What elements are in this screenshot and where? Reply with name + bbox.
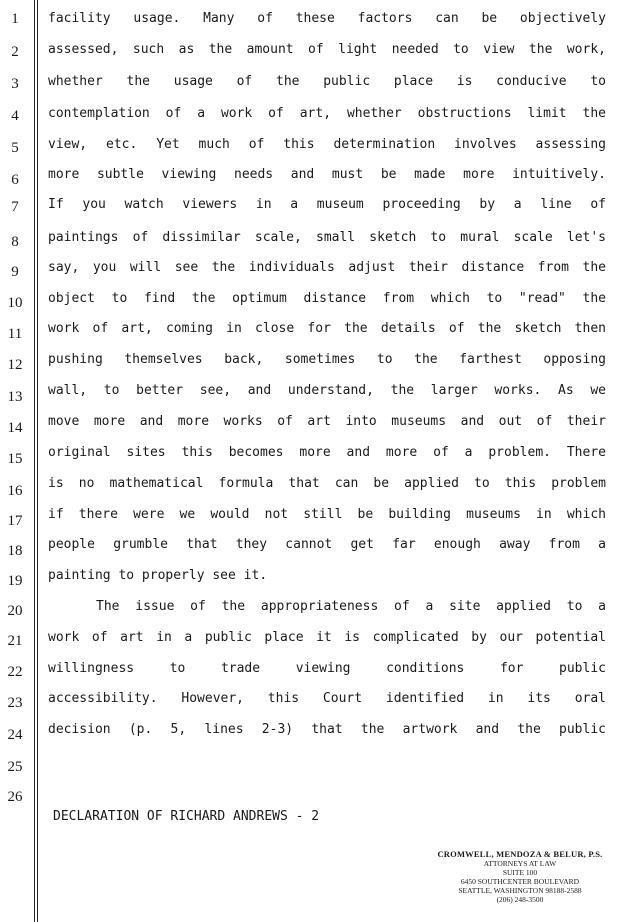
body-text-line: accessibility. However, this Court identified in its oral [48, 691, 606, 706]
line-number: 8 [11, 234, 19, 250]
body-text-line: The issue of the appropriateness of a site applied to a [96, 599, 606, 614]
left-margin-rule-inner [37, 0, 38, 922]
body-text-line: contemplation of a work of art, whether obstructions limit the [48, 106, 606, 121]
left-margin-rule [34, 0, 35, 922]
line-number: 4 [11, 108, 19, 124]
firm-line: (206) 248-3500 [496, 895, 544, 904]
body-text-line: is no mathematical formula that can be applied to this problem [48, 476, 606, 491]
body-text-line: object to find the optimum distance from which to "read" the [48, 291, 606, 306]
line-number: 3 [11, 76, 19, 92]
line-number: 7 [11, 199, 19, 215]
firm-line: ATTORNEYS AT LAW [483, 859, 557, 868]
body-text-line: work of art, coming in close for the details of the sketch then [48, 321, 606, 336]
firm-address-block [420, 850, 620, 904]
line-number: 22 [7, 664, 23, 680]
line-number: 12 [7, 357, 23, 373]
body-text-line: painting to properly see it. [48, 568, 268, 583]
line-number: 20 [7, 603, 23, 619]
line-number: 26 [7, 789, 23, 805]
body-text-line: decision (p. 5, lines 2-3) that the artwork and the public [48, 722, 606, 737]
body-text-line: wall, to better see, and understand, the larger works. As we [48, 383, 606, 398]
line-number: 23 [7, 695, 23, 711]
line-number: 21 [7, 633, 23, 649]
line-number: 15 [7, 451, 23, 467]
line-number: 17 [7, 513, 23, 529]
body-text-line: if there were we would not still be building museums in which [48, 507, 606, 522]
line-number: 11 [7, 326, 23, 342]
body-text-line: move more and more works of art into museums and out of their [48, 414, 606, 429]
footer-document-title: DECLARATION OF RICHARD ANDREWS - 2 [53, 809, 320, 824]
firm-line: SUITE 100 [502, 868, 538, 877]
body-text-line: pushing themselves back, sometimes to the farthest opposing [48, 352, 606, 367]
line-number: 1 [11, 11, 19, 27]
line-number: 16 [7, 483, 23, 499]
body-text-line: facility usage. Many of these factors can be objectively [48, 11, 606, 26]
body-text-line: assessed, such as the amount of light needed to view the work, [48, 42, 606, 57]
firm-line: SEATTLE, WASHINGTON 98188-2588 [458, 886, 582, 895]
firm-name: CROMWELL, MENDOZA & BELUR, P.S. [437, 849, 603, 859]
line-number: 24 [7, 727, 23, 743]
line-number: 10 [7, 295, 23, 311]
body-text-line: original sites this becomes more and more of a problem. There [48, 445, 606, 460]
firm-line: 6450 SOUTHCENTER BOULEVARD [460, 877, 580, 886]
body-text-line: people grumble that they cannot get far enough away from a [48, 537, 606, 552]
line-number: 2 [11, 44, 19, 60]
line-number: 13 [7, 389, 23, 405]
body-text-line: paintings of dissimilar scale, small sketch to mural scale let's [48, 230, 606, 245]
body-text-line: view, etc. Yet much of this determination involves assessing [48, 137, 606, 152]
body-text-line: work of art in a public place it is complicated by our potential [48, 630, 606, 645]
line-number: 6 [11, 172, 19, 188]
line-number: 14 [7, 420, 23, 436]
body-text-line: If you watch viewers in a museum proceeding by a line of [48, 197, 606, 212]
line-number: 5 [11, 140, 19, 156]
body-text-line: whether the usage of the public place is conducive to [48, 74, 606, 89]
line-number: 18 [7, 543, 23, 559]
line-number: 9 [11, 264, 19, 280]
body-text-line: more subtle viewing needs and must be made more intuitively. [48, 167, 606, 182]
line-number: 19 [7, 573, 23, 589]
body-text-line: willingness to trade viewing conditions for public [48, 661, 606, 676]
body-text-line: say, you will see the individuals adjust their distance from the [48, 260, 606, 275]
line-number: 25 [7, 759, 23, 775]
